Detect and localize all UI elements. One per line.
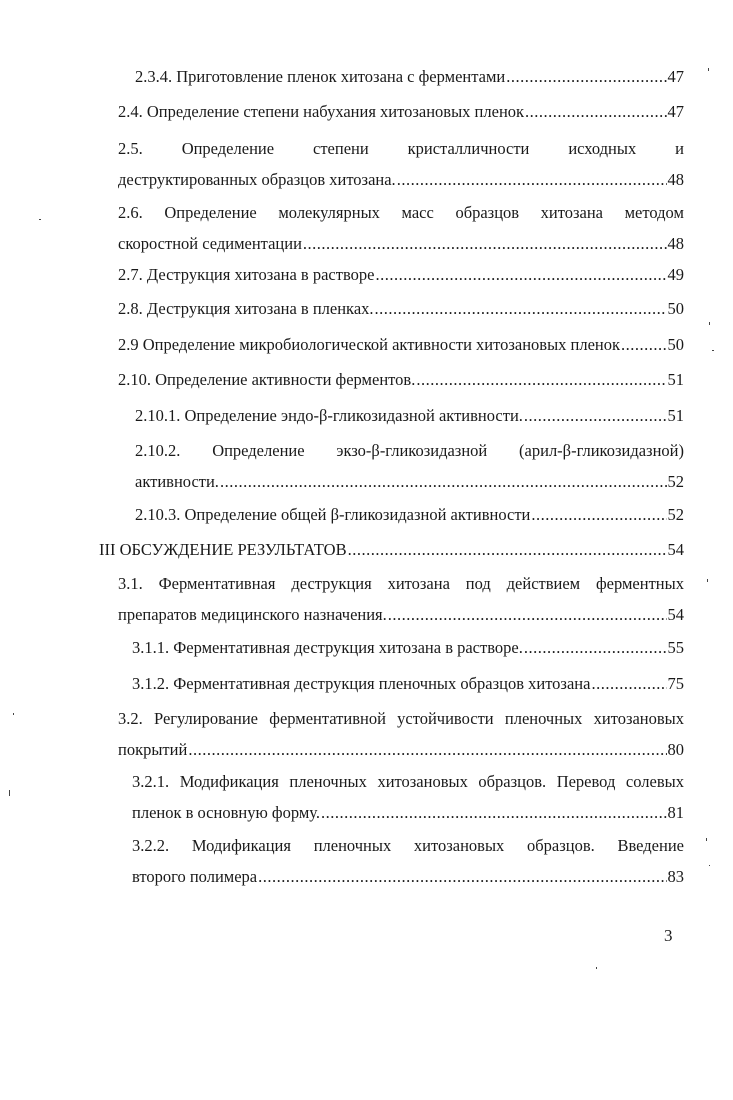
toc-title-word: 3.1. xyxy=(118,574,143,593)
toc-page-number: 81 xyxy=(667,803,684,822)
toc-leader-dots xyxy=(525,99,666,125)
toc-entry-2-5 xyxy=(118,136,684,193)
scan-speck xyxy=(707,579,708,582)
toc-title-word: Определение xyxy=(164,203,257,222)
toc-leader-dots xyxy=(591,671,666,697)
toc-title-word: 3.2. xyxy=(118,709,143,728)
toc-page-number: 52 xyxy=(667,472,684,491)
toc-title-word: хитозановых xyxy=(593,709,684,728)
toc-entry-2-8 xyxy=(118,296,684,322)
toc-title: 2.10.1. Определение эндо-β-гликозидазной активности. xyxy=(135,406,523,425)
toc-entry-3-2 xyxy=(118,706,684,763)
toc-title-word: Определение xyxy=(212,441,305,460)
toc-title-word: деструкция xyxy=(291,574,372,593)
toc-title: покрытий xyxy=(118,740,188,759)
toc-title: 2.7. Деструкция хитозана в растворе xyxy=(118,265,375,284)
toc-title: деструктированных образцов хитозана. xyxy=(118,170,396,189)
toc-title-word: хитозановых xyxy=(413,836,505,855)
scan-speck xyxy=(706,838,707,841)
toc-leader-dots xyxy=(321,800,666,826)
toc-title-word: хитозана xyxy=(540,203,603,222)
toc-leader-dots xyxy=(524,403,667,429)
toc-title: препаратов медицинского назначения. xyxy=(118,605,387,624)
scan-speck xyxy=(709,865,710,866)
toc-title-word: масс xyxy=(401,203,434,222)
toc-title-word: 2.10.2. xyxy=(135,441,181,460)
toc-title-word: образцов. xyxy=(478,772,547,791)
toc-page-number: 48 xyxy=(667,170,684,189)
toc-page-number: 54 xyxy=(667,605,684,624)
toc-title-word: образцов. xyxy=(527,836,595,855)
toc-title-word: пленочных xyxy=(289,772,367,791)
toc-page-number: 47 xyxy=(667,102,684,121)
toc-title-word: солевых xyxy=(625,772,684,791)
toc-leader-dots xyxy=(258,864,666,890)
toc-title-word: пленочных xyxy=(313,836,392,855)
toc-title-word: Модификация xyxy=(191,836,291,855)
toc-page-number: 48 xyxy=(667,234,684,253)
toc-title-word: ферментативной xyxy=(269,709,386,728)
toc-title-word: образцов xyxy=(455,203,520,222)
toc-title-word: молекулярных xyxy=(278,203,380,222)
toc-leader-dots xyxy=(416,367,666,393)
toc-title-word: пленочных xyxy=(504,709,583,728)
toc-entry-2-6 xyxy=(118,200,684,257)
toc-title: активности. xyxy=(135,472,219,491)
toc-entry-2-4 xyxy=(118,99,684,125)
toc-page-number: 55 xyxy=(667,638,684,657)
toc-title: пленок в основную форму. xyxy=(132,803,321,822)
toc-page-number: 52 xyxy=(667,505,684,524)
toc-page-number: 51 xyxy=(667,406,684,425)
toc-entry-section-3 xyxy=(99,537,684,563)
toc-entry-2-10-3 xyxy=(135,502,684,528)
toc-leader-dots xyxy=(531,502,666,528)
toc-entry-2-9 xyxy=(118,332,684,358)
toc-page-number: 75 xyxy=(667,674,684,693)
toc-leader-dots xyxy=(348,537,667,563)
toc-title-word: и xyxy=(675,139,684,158)
toc-entry-3-1-1 xyxy=(132,635,684,661)
toc-title-word: Перевод xyxy=(556,772,616,791)
toc-leader-dots xyxy=(375,296,667,322)
toc-title-word: Введение xyxy=(617,836,684,855)
toc-title-word: Модификация xyxy=(179,772,279,791)
toc-title-word: устойчивости xyxy=(397,709,494,728)
toc-title: 2.3.4. Приготовление пленок хитозана с ферментами xyxy=(135,67,506,86)
scan-speck xyxy=(13,713,14,715)
toc-leader-dots xyxy=(506,64,666,90)
toc-entry-2-10-2 xyxy=(135,438,684,495)
toc-title: 2.10.3. Определение общей β-гликозидазной активности xyxy=(135,505,531,524)
toc-leader-dots xyxy=(397,167,667,193)
toc-page-number: 47 xyxy=(667,67,684,86)
toc-entry-3-1 xyxy=(118,571,684,628)
toc-title: 3.1.2. Ферментативная деструкция пленочных образцов хитозана xyxy=(132,674,591,693)
toc-title-word: методом xyxy=(624,203,684,222)
toc-title-word: под xyxy=(465,574,491,593)
toc-title-word: исходных xyxy=(568,139,637,158)
toc-title-word: 2.6. xyxy=(118,203,143,222)
toc-entry-2-10 xyxy=(118,367,684,393)
scan-speck xyxy=(708,68,709,71)
toc-title-word: 3.2.1. xyxy=(132,772,170,791)
toc-title-word: хитозановых xyxy=(377,772,468,791)
toc-title: второго полимера xyxy=(132,867,258,886)
toc-page-number: 54 xyxy=(667,540,684,559)
toc-title-word: экзо-β-гликозидазной xyxy=(336,441,488,460)
toc-title-word: Регулирование xyxy=(153,709,259,728)
toc-title-word: (арил-β-гликозидазной) xyxy=(519,441,684,460)
toc-leader-dots xyxy=(220,469,667,495)
toc-page-number: 50 xyxy=(667,335,684,354)
toc-title-word: хитозана xyxy=(387,574,450,593)
toc-leader-dots xyxy=(188,737,666,763)
toc-page-number: 49 xyxy=(667,265,684,284)
toc-leader-dots xyxy=(303,231,667,257)
page-number: 3 xyxy=(664,926,673,945)
toc-title: 3.1.1. Ферментативная деструкция хитозана в растворе. xyxy=(132,638,523,657)
scan-speck xyxy=(9,790,10,796)
toc-page-number: 51 xyxy=(667,370,684,389)
toc-title: 2.4. Определение степени набухания хитозановых пленок xyxy=(118,102,525,121)
scan-speck xyxy=(596,967,597,969)
scan-speck xyxy=(39,219,41,220)
toc-title-word: Ферментативная xyxy=(158,574,276,593)
toc-page-number: 50 xyxy=(667,299,684,318)
toc-leader-dots xyxy=(375,262,666,288)
toc-entry-2-10-1 xyxy=(135,403,684,429)
toc-title: скоростной седиментации xyxy=(118,234,302,253)
toc-page-number: 83 xyxy=(667,867,684,886)
toc-entry-3-1-2 xyxy=(132,671,684,697)
scan-speck xyxy=(712,350,714,351)
toc-entry-2-7 xyxy=(118,262,684,288)
toc-title: 2.8. Деструкция хитозана в пленках. xyxy=(118,299,374,318)
toc-leader-dots xyxy=(524,635,667,661)
toc-entry-3-2-1 xyxy=(132,769,684,826)
toc-title: 2.9 Определение микробиологической активности хитозановых пленок xyxy=(118,335,621,354)
toc-page-number: 80 xyxy=(667,740,684,759)
toc-title-word: степени xyxy=(313,139,369,158)
scan-speck xyxy=(709,322,710,325)
toc-title-word: ферментных xyxy=(595,574,684,593)
toc-title-word: 3.2.2. xyxy=(132,836,170,855)
toc-title-word: действием xyxy=(506,574,581,593)
toc-leader-dots xyxy=(388,602,667,628)
toc-entry-3-2-2 xyxy=(132,833,684,890)
toc-leader-dots xyxy=(621,332,666,358)
toc-entry-2-3-4 xyxy=(135,64,684,90)
toc-title-word: Определение xyxy=(181,139,275,158)
toc-title: 2.10. Определение активности ферментов. xyxy=(118,370,416,389)
toc-title-word: кристалличности xyxy=(407,139,530,158)
toc-title-word: 2.5. xyxy=(118,139,143,158)
toc-title: III ОБСУЖДЕНИЕ РЕЗУЛЬТАТОВ xyxy=(99,540,347,559)
